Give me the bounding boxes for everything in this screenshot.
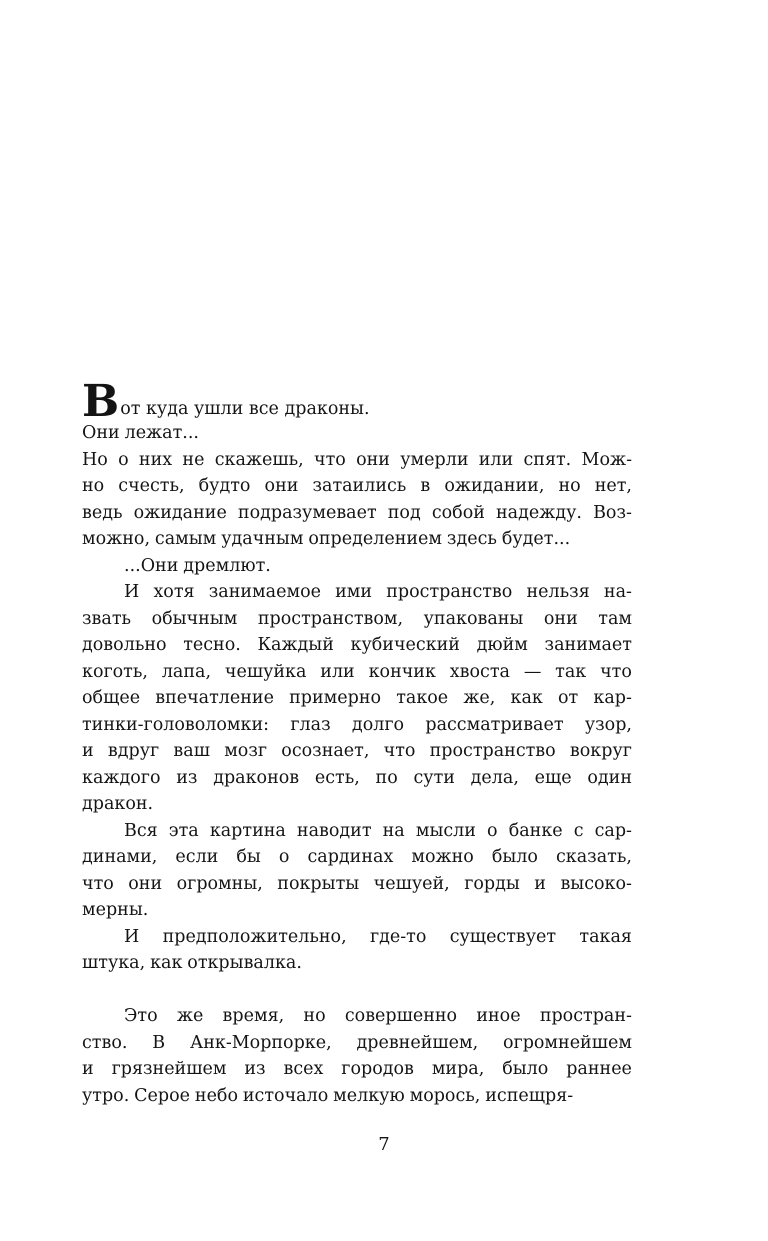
text-line: довольно тесно. Каждый кубический дюйм занимает <box>82 635 632 655</box>
text-line: ство. В Анк-Морпорке, древнейшем, огромнейшем <box>82 1032 632 1053</box>
text-lines <box>82 420 632 1109</box>
text-line: динами, если бы о сардинах можно было сказать, <box>82 847 632 867</box>
text-line: Вся эта картина наводит на мысли о банке с сар- <box>124 820 632 841</box>
drop-cap: В <box>82 376 120 427</box>
text-block <box>82 376 632 1109</box>
text-line: дракон. <box>82 794 154 814</box>
text-line: общее впечатление примерно такое же, как от кар- <box>82 688 632 708</box>
text-line: тинки-головоломки: глаз долго рассматривает узор, <box>82 714 632 735</box>
text-line: ...Они дремлют. <box>124 555 271 576</box>
text-line: коготь, лапа, чешуйка или кончик хвоста — так что <box>82 661 632 682</box>
blank-line <box>82 977 632 1004</box>
text-line: Они лежат... <box>82 423 199 443</box>
text-line: и вдруг ваш мозг осознает, что пространство вокруг <box>82 741 632 761</box>
text-line: утро. Серое небо источало мелкую морось, испещря- <box>82 1085 574 1106</box>
text-line: ведь ожидание подразумевает под собой надежду. Воз- <box>82 502 632 523</box>
first-line <box>82 376 632 427</box>
text-line: И предположительно, где-то существует такая <box>124 926 632 947</box>
text-line: каждого из драконов есть, по сути дела, еще один <box>82 767 632 788</box>
text-line: И хотя занимаемое ими пространство нельзя на- <box>124 582 632 602</box>
text-line: Но о них не скажешь, что они умерли или спят. Мож- <box>82 449 632 470</box>
text-line: звать обычным пространством, упакованы они там <box>82 608 632 629</box>
text-line: штука, как открывалка. <box>82 953 302 973</box>
text-line: и грязнейшем из всех городов мира, было раннее <box>82 1059 632 1079</box>
text-line: но счесть, будто они затаились в ожидании, но нет, <box>82 476 632 496</box>
text-line: Это же время, но совершенно иное простран- <box>124 1006 632 1026</box>
text-line: мерны. <box>82 900 149 920</box>
page-number: 7 <box>378 1134 390 1155</box>
text-line: что они огромны, покрыты чешуей, горды и высоко- <box>82 873 632 894</box>
text-line: можно, самым удачным определением здесь будет... <box>82 529 571 549</box>
first-line-text: от куда ушли все драконы. <box>120 399 370 419</box>
